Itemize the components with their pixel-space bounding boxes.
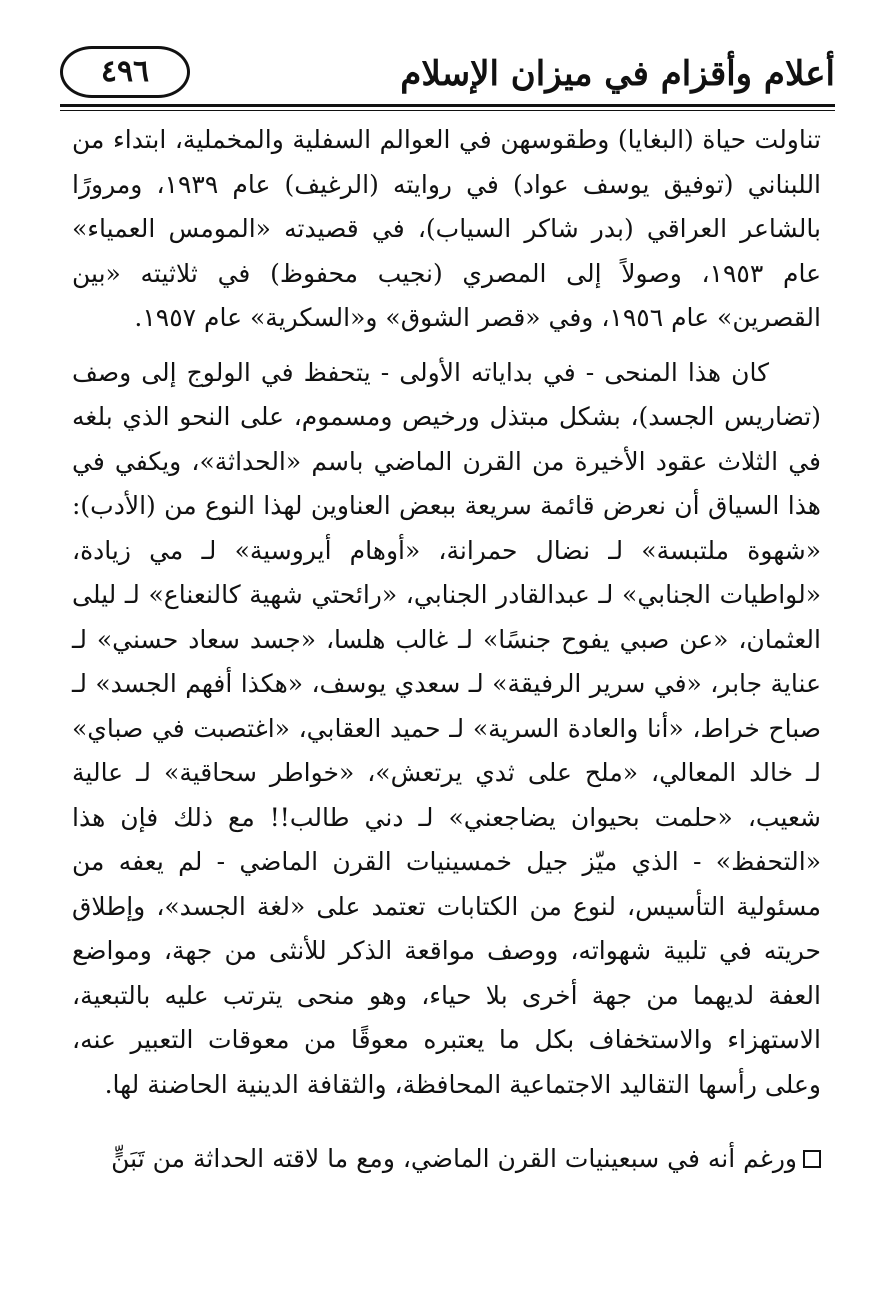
paragraph-3: [72, 1137, 821, 1182]
header-rule-thin: [60, 110, 835, 111]
paragraph-3-text: ورغم أنه في سبعينيات القرن الماضي، ومع ما لاقته الحداثة من تَبَنٍّ: [111, 1144, 797, 1173]
running-title: أعلام وأقزام في ميزان الإسلام: [400, 54, 835, 94]
square-bullet-icon: [803, 1150, 821, 1168]
paragraph-1: تناولت حياة (البغايا) وطقوسهن في العوالم السفلية والمخملية، ابتداء من اللبناني (توفيق يوسف عواد) في روايته (الرغيف) عام ١٩٣٩، ومرورًا بالشاعر العراقي (بدر شاكر السياب)، في قصيدته «المومس العمياء» عام ١٩٥٣، وصولاً إلى المصري (نجيب محفوظ) في ثلاثيته «بين القصرين» عام ١٩٥٦، وفي «قصر الشوق» و«السكرية» عام ١٩٥٧.: [72, 125, 822, 332]
header-rule: [60, 104, 835, 107]
body-text: [72, 118, 821, 1182]
paragraph-2: كان هذا المنحى - في بداياته الأولى - يتحفظ في الولوج إلى وصف (تضاريس الجسد)، بشكل مبتذل ورخيص ومسموم، على النحو الذي بلغه في الثلاث عقود الأخيرة من القرن الماضي باسم «الحداثة»، ويكفي في هذا السياق أن نعرض قائمة سريعة ببعض العناوين لهذا النوع من (الأدب): «شهوة ملتبسة» لـ نضال حمرانة، «أوهام أيروسية» لـ مي زيادة، «لواطيات الجنابي» لـ عبدالقادر الجنابي، «رائحتي شهية كالنعناع» لـ ليلى العثمان، «عن صبي يفوح جنسًا» لـ غالب هلسا، «جسد سعاد حسني» لـ عناية جابر، «في سرير الرفيقة» لـ سعدي يوسف، «هكذا أفهم الجسد» لـ صباح خراط، «أنا والعادة السرية» لـ حميد العقابي، «اغتصبت في صباي» لـ خالد المعالي، «ملح على ثدي يرتعش»، «خواطر سحاقية» لـ عالية شعيب، «حلمت بحيوان يضاجعني» لـ دني طالب!! مع ذلك فإن هذا «التحفظ» - الذي ميّز جيل خمسينيات القرن الماضي - لم يعفه من مسئولية التأسيس، لنوع من الكتابات تعتمد على «لغة الجسد»، وإطلاق حريته في تلبية شهواته، ووصف مواقعة الذكر للأنثى من جهة، ومواضع العفة لديهما من جهة أخرى بلا حياء، وهو منحى يترتب عليه بالتبعية، الاستهزاء والاستخفاف بكل ما يعتبره معوقًا من معوقات التعبير عنه، وعلى رأسها التقاليد الاجتماعية المحافظة، والثقافة الدينية الحاضنة لها.: [72, 357, 821, 1099]
page-header: [60, 40, 835, 110]
page-number-badge: ٤٩٦: [60, 46, 190, 98]
